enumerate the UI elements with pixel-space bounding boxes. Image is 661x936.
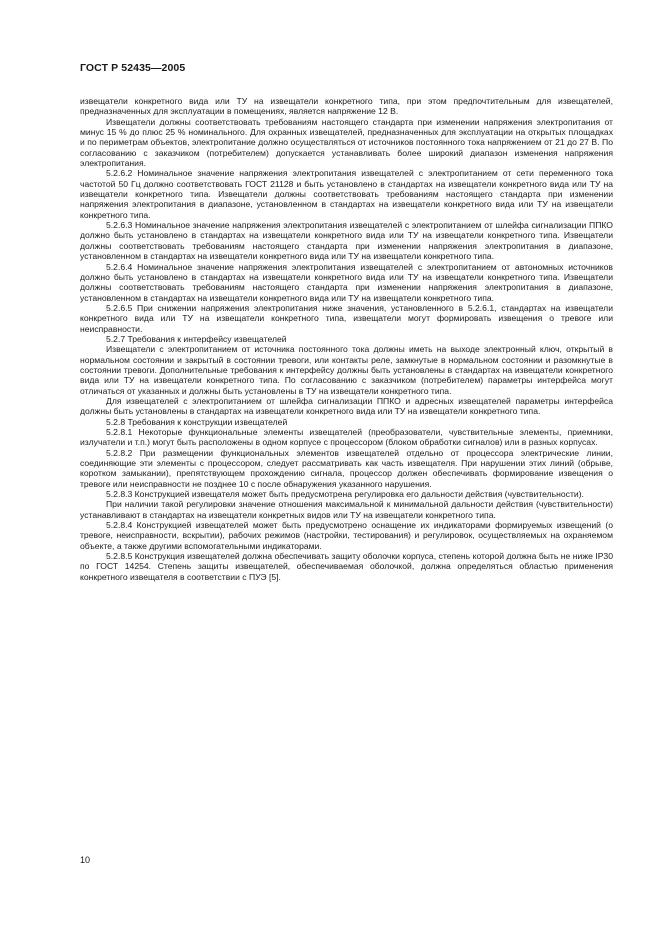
document-body (80, 96, 613, 582)
section-heading: 5.2.8 Требования к конструкции извещателей (106, 416, 288, 427)
paragraph: Извещатели должны соответствовать требованиям настоящего стандарта при изменении напряжения электропитания от минус 15 % до плюс 25 % номинального. Для охранных извещателей, предназначенных для эксплуатации на открытых площадках и по периметрам объектов, электропитание должно осуществляться от источников постоянного тока напряжением от 21 до 27 В. По согласованию с заказчиком (потребителем) допускается устанавливать более широкий диапазон изменения напряжения электропитания. (80, 116, 613, 169)
paragraph: 5.2.6.2 Номинальное значение напряжения электропитания извещателей с электропитанием от сети переменного тока частотой 50 Гц должно соответствовать ГОСТ 21128 и быть установлено в стандартах на извещатели конкретного вида или ТУ на извещатели конкретного типа. Извещатели должны соответствовать требованиям настоящего стандарта при изменении напряжения электропитания в диапазоне, установленном в стандартах на извещатели конкретного вида или ТУ на извещатели конкретного типа. (80, 168, 613, 220)
page-header: ГОСТ Р 52435—2005 (80, 62, 186, 74)
paragraph: 5.2.8.3 Конструкцией извещателя может быть предусмотрена регулировка его дальности действия (чувствительности). (106, 489, 584, 500)
paragraph: 5.2.8.2 При размещении функциональных элементов извещателей отдельно от процессора электрические линии, соединяющие эти элементы с процессором, следует рассматривать как часть извещателя. При нарушении этих линий (обрыве, коротком замыкании), препятствующем прохождению сигнала, процессор должен обеспечивать формирование извещения о тревоге или неисправности не позднее 10 с после обнаружения указанного нарушения. (80, 447, 613, 489)
paragraph: При наличии такой регулировки значение отношения максимальной к минимальной дальности действия (чувствительности) устанавливают в стандартах на извещатели конкретных видов или ТУ на извещатели конкретного типа. (80, 499, 613, 520)
paragraph: Для извещателей с электропитанием от шлейфа сигнализации ППКО и адресных извещателей параметры интерфейса должны быть установлены в стандартах на извещатели конкретного вида или ТУ на извещатели конкретного типа. (80, 395, 613, 417)
paragraph: 5.2.8.4 Конструкцией извещателей может быть предусмотрено оснащение их индикаторами формируемых извещений (о тревоге, неисправности, вскрытии), рабочих режимов (настройки, тестирования) и регулировок, осуществляемых на охраняемом объекте, а также другими вспомогательными индикаторами. (80, 520, 613, 551)
paragraph: извещатели конкретного вида или ТУ на извещатели конкретного типа, при этом предпочтительным для извещателей, предназначенных для эксплуатации в помещениях, является напряжение 12 В. (80, 96, 613, 117)
paragraph: 5.2.6.4 Номинальное значение напряжения электропитания извещателей с электропитанием от автономных источников должно быть установлено в стандартах на извещатели конкретного вида или ТУ на извещатели конкретного типа. Извещатели должны соответствовать требованиям настоящего стандарта при изменении напряжения электропитания в диапазоне, установленном в стандартах на извещатели конкретного вида или ТУ на извещатели конкретного типа. (80, 261, 613, 303)
paragraph: 5.2.8.1 Некоторые функциональные элементы извещателей (преобразователи, чувствительные элементы, приемники, излучатели и т.п.) могут быть расположены в одном корпусе с процессором (блоком обработки сигналов) или в разных корпусах. (80, 427, 613, 448)
page-number: 10 (80, 855, 91, 865)
paragraph: 5.2.8.5 Конструкция извещателей должна обеспечивать защиту оболочки корпуса, степень которой должна быть не ниже IP30 по ГОСТ 14254. Степень защиты извещателей, обеспечиваемая оболочкой, должна определяться областью применения конкретного извещателя в соответствии с ПУЭ [5]. (80, 551, 613, 582)
paragraph: 5.2.6.3 Номинальное значение напряжения электропитания извещателей с электропитанием от шлейфа сигнализации ППКО должно быть установлено в стандартах на извещатели конкретного вида или ТУ на извещатели конкретного типа. Извещатели должны соответствовать требованиям настоящего стандарта при изменении напряжения электропитания в диапазоне, установленном в стандартах на извещатели конкретного вида или ТУ на извещатели конкретного типа. (80, 220, 613, 262)
paragraph: Извещатели с электропитанием от источника постоянного тока должны иметь на выходе электронный ключ, открытый в нормальном состоянии и закрытый в состоянии тревоги, или контакты реле, замкнутые в нормальном состоянии и разомкнутые в состоянии тревоги. Дополнительные требования к интерфейсу должны быть установлены в стандартах на извещатели конкретного вида или ТУ на извещатели конкретного типа. По согласованию с заказчиком (потребителем) параметры интерфейса могут отличаться от указанных и должны быть установлены в ТУ на извещатели конкретного типа. (80, 344, 613, 396)
section-heading: 5.2.7 Требования к интерфейсу извещателей (106, 333, 287, 344)
paragraph: 5.2.6.5 При снижении напряжения электропитания ниже значения, установленного в 5.2.6.1, стандартах на извещатели конкретного вида или ТУ на извещатели конкретного типа, извещатели могут формировать извещения о тревоге или неисправности. (80, 302, 613, 334)
